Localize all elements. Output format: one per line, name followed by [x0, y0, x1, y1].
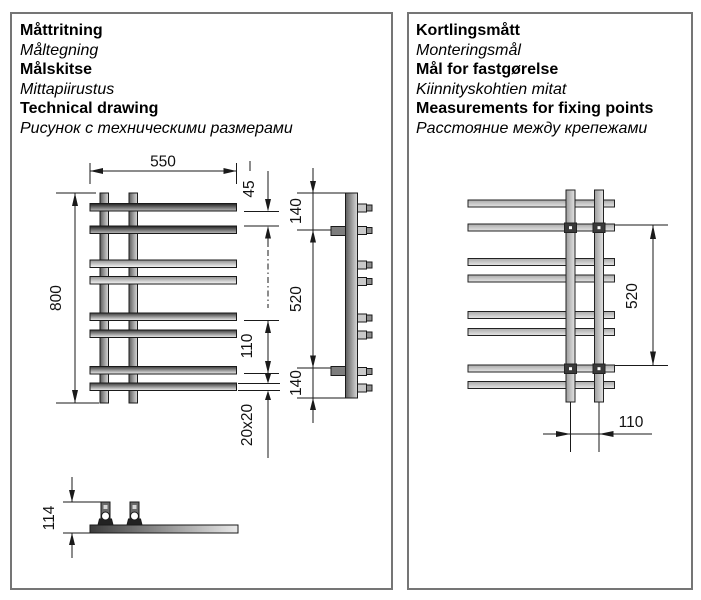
- heading-no: Monteringsmål: [416, 41, 521, 59]
- dim-label-20x20: 20x20: [239, 403, 256, 447]
- dim-label-140-bottom: 140: [288, 370, 305, 396]
- dim-label-550: 550: [150, 153, 176, 171]
- dim-label-110: 110: [239, 333, 256, 359]
- dimension-width-550: [90, 154, 250, 185]
- plan-bar: [90, 525, 238, 533]
- dimension-gap-45: [241, 171, 279, 308]
- heading-ru: Рисунок с техническими размерами: [20, 119, 293, 137]
- dim-label-520: 520: [288, 286, 305, 312]
- dim-label-800: 800: [48, 285, 65, 311]
- dim-label-110: 110: [618, 414, 644, 431]
- plan-bracket: [98, 502, 113, 525]
- heading-en: Technical drawing: [20, 100, 159, 117]
- side-bar-stubs: [358, 204, 373, 392]
- side-post: [346, 193, 358, 398]
- wall-brackets: [331, 227, 346, 376]
- heading-sv: Måttritning: [20, 22, 103, 39]
- plan-view: [90, 502, 238, 533]
- towel-bars: [90, 204, 237, 391]
- heading-da: Mål for fastgørelse: [416, 61, 559, 78]
- front-view: [90, 193, 237, 403]
- dimension-fixing-110: [543, 402, 652, 452]
- fixing-view: [468, 190, 615, 402]
- dim-label-114: 114: [41, 505, 58, 531]
- heading-da: Målskitse: [20, 61, 93, 78]
- dimension-depth-114: [41, 477, 101, 558]
- dim-label-45: 45: [241, 180, 258, 198]
- heading-fi: Kiinnityskohtien mitat: [416, 80, 567, 98]
- dimension-gap-110: [239, 321, 279, 374]
- dim-label-520: 520: [624, 283, 641, 309]
- plan-bracket: [127, 502, 142, 525]
- heading-fi: Mittapiirustus: [20, 80, 115, 98]
- side-view: [331, 193, 372, 398]
- dimension-fixing-520: [615, 225, 668, 366]
- heading-sv: Kortlingsmått: [416, 22, 520, 39]
- dim-label-140-top: 140: [288, 198, 305, 224]
- heading-no: Måltegning: [20, 41, 99, 59]
- dimension-side-chain: [288, 168, 348, 423]
- heading-en: Measurements for fixing points: [416, 100, 654, 117]
- dimension-tube-20x20: [238, 374, 280, 458]
- heading-ru: Расстояние между крепежами: [416, 119, 648, 137]
